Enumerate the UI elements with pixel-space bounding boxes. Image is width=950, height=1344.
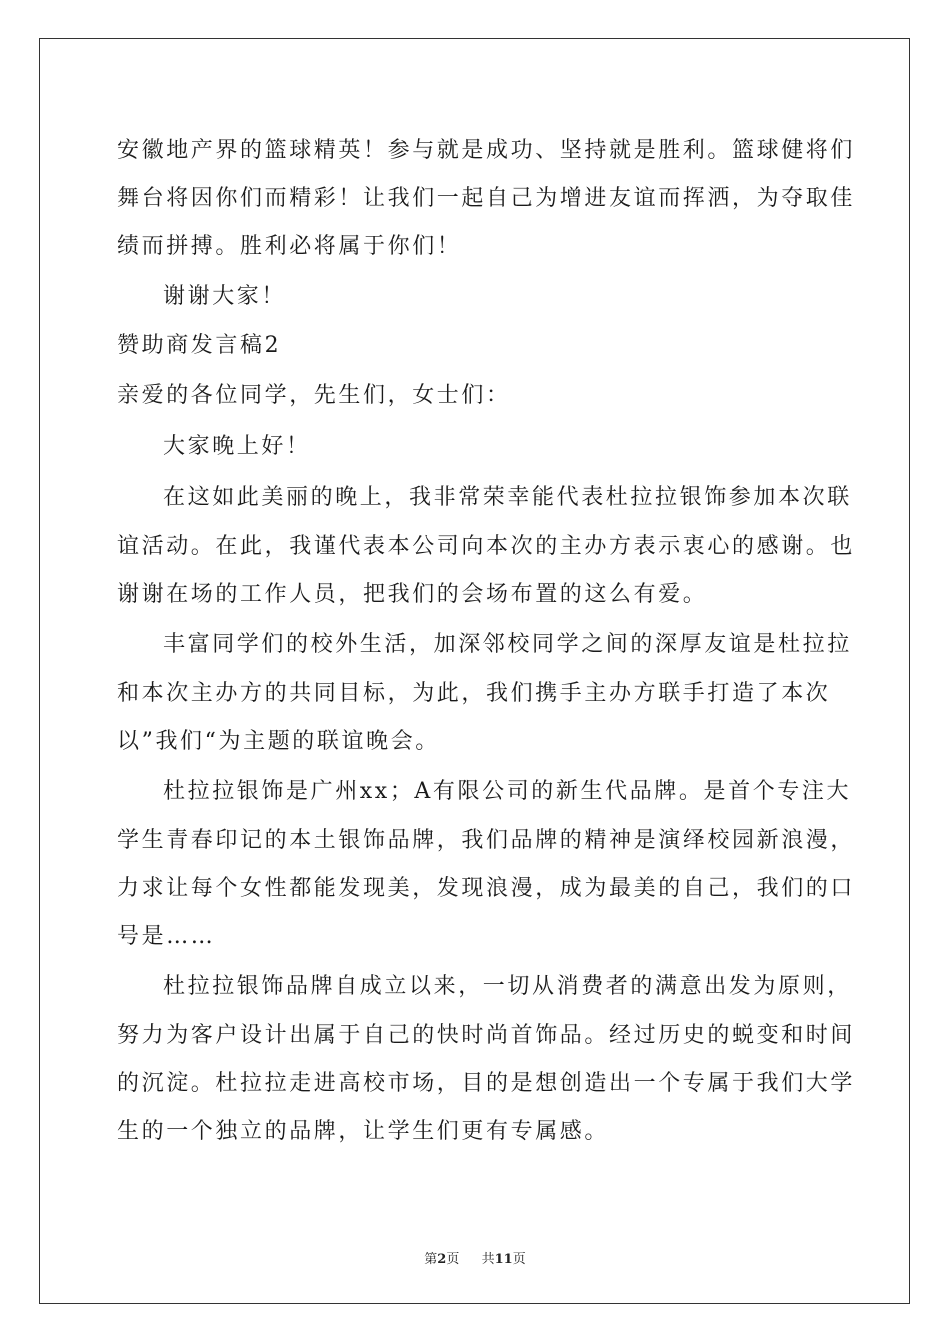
thanks-line: 谢谢大家！ (163, 284, 287, 309)
total-pages: 共11页 (481, 1252, 526, 1267)
text-line: 舞台将因你们而精彩！让我们一起自己为增进友谊而挥洒，为夺取佳 (117, 186, 856, 211)
text-line: 的沉淀。杜拉拉走进高校市场，目的是想创造出一个专属于我们大学 (117, 1071, 856, 1096)
page-number: 第2页 (424, 1252, 460, 1267)
text-line: 绩而拼搏。胜利必将属于你们！ (117, 234, 462, 259)
text-line: 学生青春印记的本土银饰品牌，我们品牌的精神是演绎校园新浪漫， (117, 828, 856, 853)
text-line: 生的一个独立的品牌，让学生们更有专属感。 (117, 1119, 610, 1144)
section-title: 赞助商发言稿2 (117, 333, 282, 358)
text-line: 杜拉拉银饰是广州xx；A有限公司的新生代品牌。是首个专注大 (163, 779, 852, 804)
text-line: 杜拉拉银饰品牌自成立以来，一切从消费者的满意出发为原则， (163, 974, 852, 999)
page-footer (0, 1248, 950, 1267)
salutation: 亲爱的各位同学，先生们，女士们： (117, 383, 511, 408)
document-body (117, 127, 856, 1156)
text-line: 谢谢在场的工作人员，把我们的会场布置的这么有爱。 (117, 582, 708, 607)
text-line: 以”我们“为主题的联谊晚会。 (117, 729, 440, 754)
text-line: 安徽地产界的篮球精英！参与就是成功、坚持就是胜利。篮球健将们 (117, 138, 856, 163)
text-line: 力求让每个女性都能发现美，发现浪漫，成为最美的自己，我们的口 (117, 876, 856, 901)
text-line: 努力为客户设计出属于自己的快时尚首饰品。经过历史的蜕变和时间 (117, 1023, 856, 1048)
greeting: 大家晚上好！ (163, 434, 311, 459)
text-line: 和本次主办方的共同目标，为此，我们携手主办方联手打造了本次 (117, 681, 831, 706)
text-line: 谊活动。在此，我谨代表本公司向本次的主办方表示衷心的感谢。也 (117, 534, 856, 559)
text-line: 在这如此美丽的晚上，我非常荣幸能代表杜拉拉银饰参加本次联 (163, 485, 852, 510)
text-line: 丰富同学们的校外生活，加深邻校同学之间的深厚友谊是杜拉拉 (163, 632, 852, 657)
text-line: 号是…… (117, 924, 216, 949)
